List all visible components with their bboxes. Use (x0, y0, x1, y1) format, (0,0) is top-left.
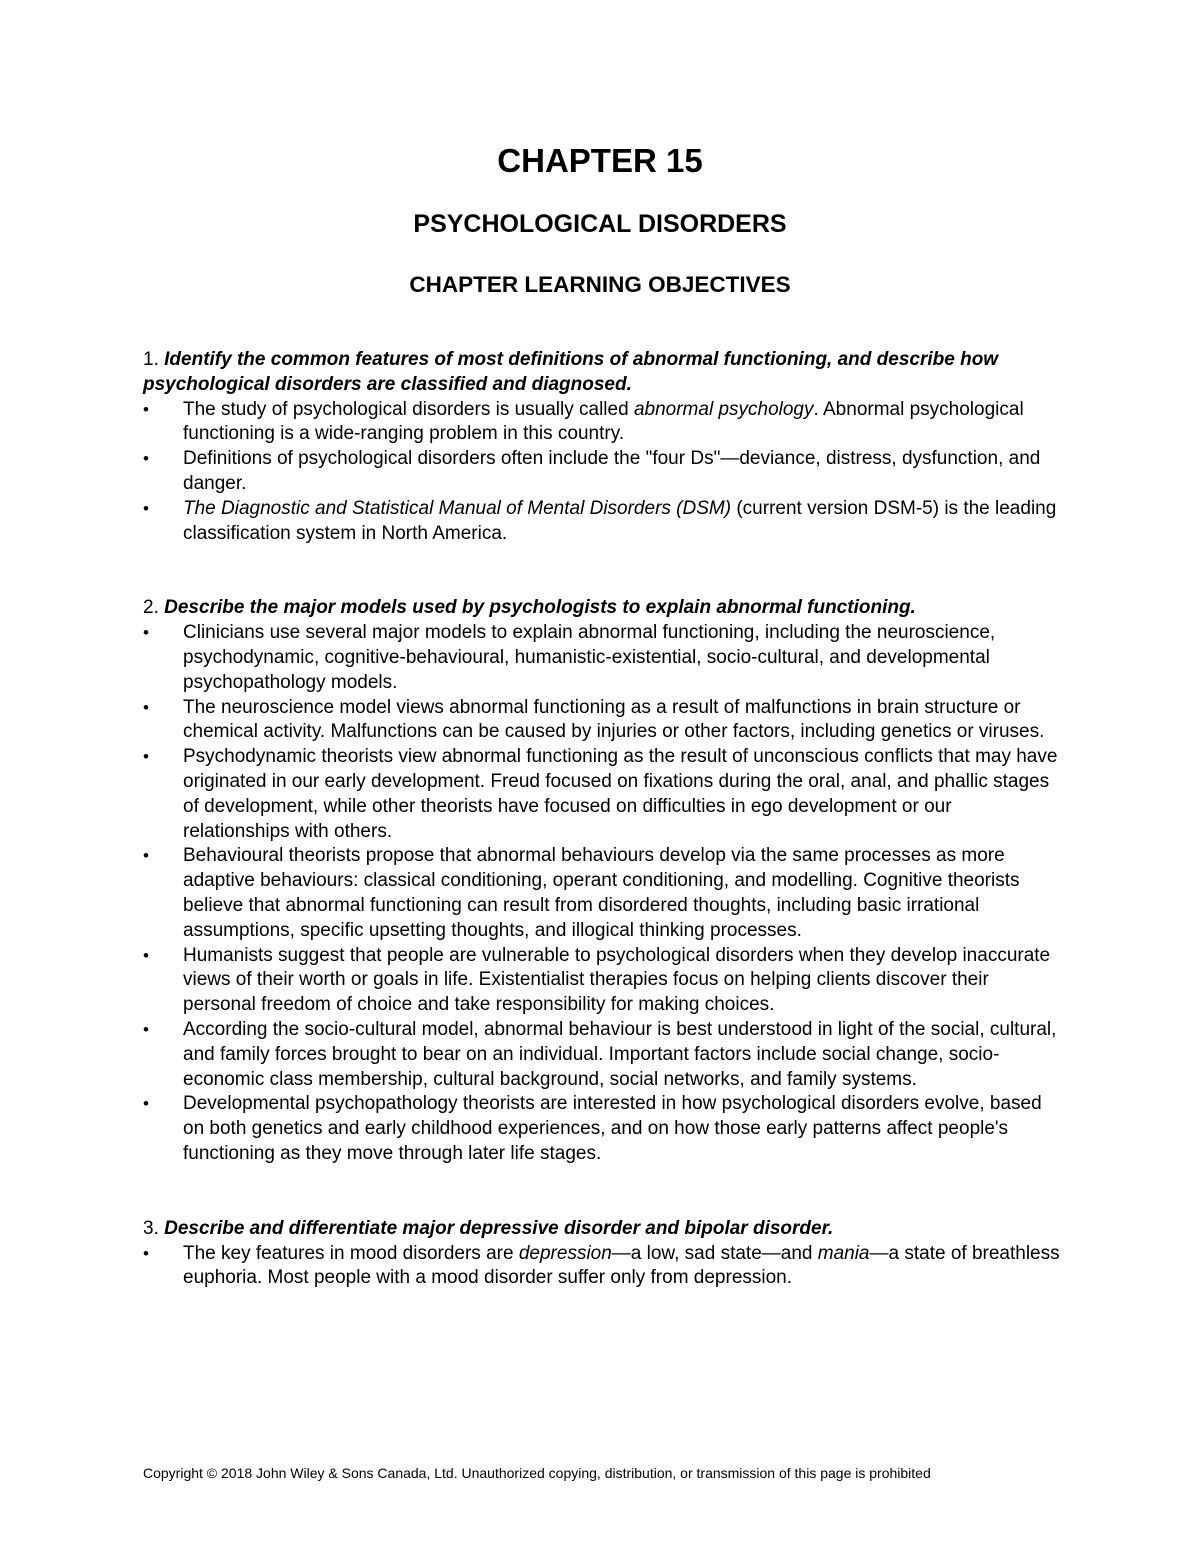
bullet-icon: • (143, 1094, 149, 1114)
list-item (143, 696, 1063, 746)
bullet-text: Behavioural theorists propose that abnormal behaviours develop via the same processes as more adaptive behaviours: classical conditioning, operant conditioning, and modelling. Cognitive theorists believe that abnormal functioning can result from disordered thoughts, including basic irrational assumptions, specific upsetting thoughts, and illogical thinking processes. (183, 845, 1020, 941)
bullet-list (143, 398, 1063, 547)
objective-title: Identify the common features of most definitions of abnormal functioning, and describe how psychological disorders are classified and diagnosed. (143, 349, 999, 395)
objective-1 (143, 348, 1063, 546)
list-item (143, 497, 1063, 547)
bullet-icon: • (143, 399, 149, 419)
bullet-list (143, 1242, 1063, 1292)
objectives-list (143, 348, 1063, 1291)
objective-heading (143, 348, 1063, 398)
list-item (143, 398, 1063, 448)
chapter-title: PSYCHOLOGICAL DISORDERS (413, 210, 787, 238)
bullet-text: Humanists suggest that people are vulnerable to psychological disorders when they develop inaccurate views of their worth or goals in life. Existentialist therapies focus on helping clients discover their personal freedom of choice and take responsibility for making choices. (183, 944, 1051, 1016)
bullet-text: (current version DSM-5) is the leading classification system in North America. (183, 497, 1057, 544)
objective-heading (143, 1217, 1063, 1242)
bullet-list (143, 621, 1063, 1167)
objective-3 (143, 1217, 1063, 1291)
objective-heading (143, 596, 1063, 621)
bullet-text: —a state of breathless euphoria. Most people with a mood disorder suffer only from depression. (183, 1242, 1060, 1289)
bullet-text: The key features in mood disorders are (183, 1242, 519, 1264)
objective-number: 2. (143, 597, 159, 619)
objective-number: 1. (143, 349, 159, 370)
bullet-emphasis: The Diagnostic and Statistical Manual of Mental Disorders (DSM) (183, 497, 732, 519)
list-item (143, 621, 1063, 695)
bullet-text: Clinicians use several major models to explain abnormal functioning, including the neuroscience, psychodynamic, cognitive-behavioural, humanistic-existential, socio-cultural, and developmental psychopathology models. (183, 622, 996, 693)
bullet-icon: • (143, 1019, 149, 1039)
bullet-icon: • (143, 1243, 149, 1263)
list-item (143, 1018, 1063, 1092)
bullet-emphasis: abnormal psychology (633, 398, 814, 420)
bullet-icon: • (143, 697, 149, 717)
bullet-emphasis: depression (518, 1242, 612, 1264)
objective-title: Describe and differentiate major depressive disorder and bipolar disorder. (164, 1217, 834, 1239)
objective-number: 3. (143, 1217, 159, 1239)
chapter-number: CHAPTER 15 (497, 142, 703, 179)
bullet-text: Psychodynamic theorists view abnormal functioning as the result of unconscious conflicts that may have originated in our early development. Freud focused on fixations during the oral, anal, and phallic stages of development, while other theorists have focused on difficulties in ego development or our relationships with others. (183, 746, 1058, 842)
bullet-text: —a low, sad state—and (611, 1242, 818, 1264)
list-item (143, 844, 1063, 943)
bullet-emphasis: mania (817, 1242, 870, 1264)
objective-title: Describe the major models used by psychologists to explain abnormal functioning. (164, 597, 916, 619)
bullet-icon: • (143, 747, 149, 767)
list-item (143, 1242, 1063, 1292)
bullet-icon: • (143, 846, 149, 866)
bullet-text: . Abnormal psychological functioning is a wide-ranging problem in this country. (183, 398, 1024, 445)
bullet-text: The neuroscience model views abnormal functioning as a result of malfunctions in brain structure or chemical activity. Malfunctions can be caused by injuries or other factors, including genetics or viruses. (183, 696, 1045, 743)
copyright-footer: Copyright © 2018 John Wiley & Sons Canada, Ltd. Unauthorized copying, distribution, or transmission of this page is prohibited (143, 1465, 931, 1481)
list-item (143, 944, 1063, 1018)
objective-2 (143, 596, 1063, 1166)
list-item (143, 745, 1063, 844)
bullet-text: According the socio-cultural model, abnormal behaviour is best understood in light of the social, cultural, and family forces brought to bear on an individual. Important factors include social change, socio-economic class membership, cultural background, social networks, and family systems. (183, 1018, 1057, 1090)
bullet-text: The study of psychological disorders is usually called (183, 398, 634, 420)
bullet-text: Definitions of psychological disorders often include the "four Ds"—deviance, distress, dysfunction, and danger. (183, 448, 1041, 494)
bullet-icon: • (143, 623, 149, 643)
bullet-text: Developmental psychopathology theorists are interested in how psychological disorders evolve, based on both genetics and early childhood experiences, and on how those early patterns affect people's functioning as they move through later life stages. (183, 1093, 1042, 1164)
bullet-icon: • (143, 945, 149, 965)
section-heading: CHAPTER LEARNING OBJECTIVES (409, 272, 791, 297)
bullet-icon: • (143, 449, 149, 469)
list-item (143, 1092, 1063, 1166)
bullet-icon: • (143, 498, 149, 518)
list-item (143, 447, 1063, 497)
